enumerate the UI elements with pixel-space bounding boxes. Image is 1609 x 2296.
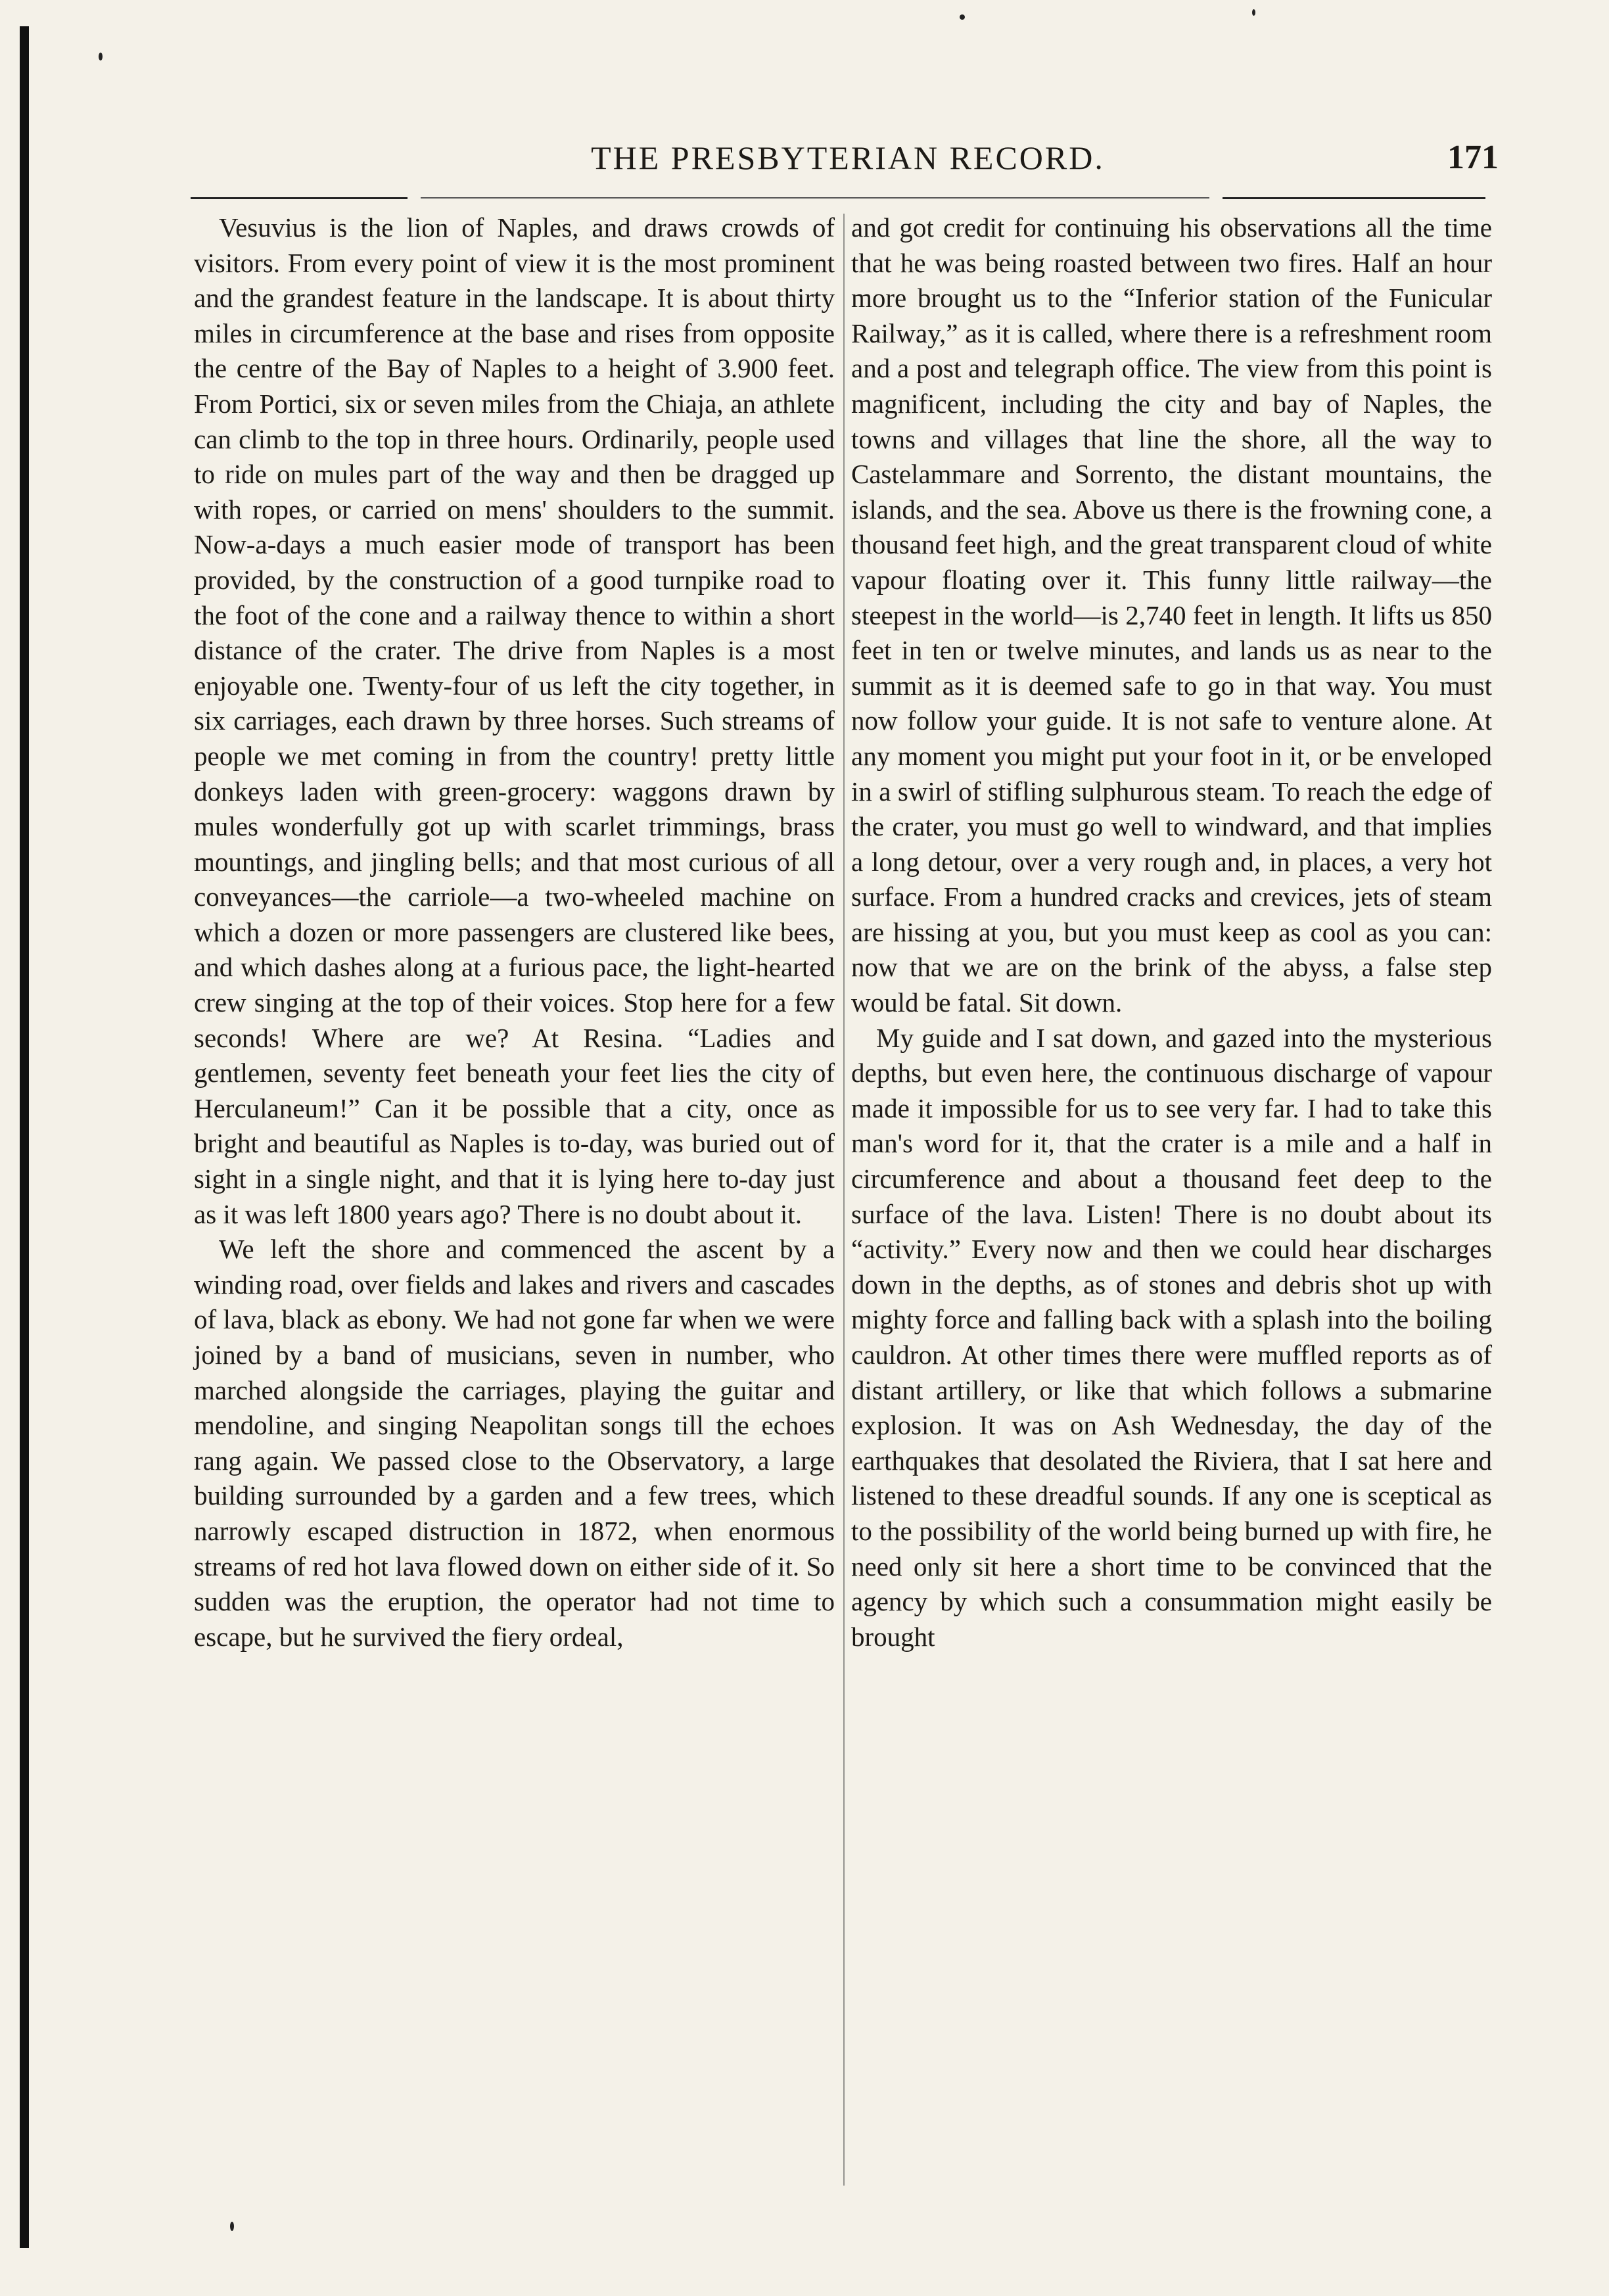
header-rule (191, 197, 408, 199)
header-rule (1223, 197, 1485, 199)
paragraph: Vesuvius is the lion of Naples, and draws crowds of visitors. From every point of view it is the most prominent and the grandest feature in the landscape. It is about thirty miles in circumference at the base and rises from opposite the centre of the Bay of Naples to a height of 3.900 feet. From Portici, six or seven miles from the Chiaja, an athlete can climb to the top in three hours. Ordinarily, people used to ride on mules part of the way and then be dragged up with ropes, or carried on mens' shoulders to the summit. Now-a-days a much easier mode of transport has been provided, by the construction of a good turnpike road to the foot of the cone and a railway thence to within a short distance of the crater. The drive from Naples is a most enjoyable one. Twenty-four of us left the city together, in six carriages, each drawn by three horses. Such streams of people we met coming in from the country! pretty little donkeys laden with green-grocery: waggons drawn by mules wonderfully got up with scarlet trimmings, brass mountings, and jingling bells; and that most curious of all conveyances—the carriole—a two-wheeled machine on which a dozen or more passengers are clustered like bees, and which dashes along at a furious pace, the light-hearted crew singing at the top of their voices. Stop here for a few seconds! Where are we? At Resina. “Ladies and gentlemen, seventy feet beneath your feet lies the city of Herculaneum!” Can it be possible that a city, once as bright and beautiful as Naples is to-day, was buried out of sight in a single night, and that it is lying here to-day just as it was left 1800 years ago? There is no doubt about it. (194, 212, 835, 1229)
left-column (194, 210, 835, 1654)
ink-speck (960, 14, 965, 20)
ink-speck (99, 53, 103, 60)
ink-speck (1252, 9, 1255, 16)
page-header (197, 135, 1499, 181)
ink-speck (230, 2222, 234, 2231)
right-column (851, 210, 1492, 1654)
binding-edge (20, 26, 29, 2248)
journal-title: THE PRESBYTERIAN RECORD. (591, 139, 1105, 176)
page-number: 171 (1447, 139, 1499, 176)
paragraph: and got credit for continuing his observations all the time that he was being roasted between two fires. Half an hour more brought us to the “Inferior station of the Funicular Railway,” as it is called, where there is a refreshment room and a post and telegraph office. The view from this point is magnificent, including the city and bay of Naples, the towns and villages that line the shore, all the way to Castelammare and Sorrento, the distant mountains, the islands, and the sea. Above us there is the frowning cone, a thousand feet high, and the great transparent cloud of white vapour floating over it. This funny little railway—the steepest in the world—is 2,740 feet in length. It lifts us 850 feet in ten or twelve minutes, and lands us as near to the summit as it is deemed safe to go in that way. You must now follow your guide. It is not safe to venture alone. At any moment you might put your foot in it, or be enveloped in a swirl of stifling sulphurous steam. To reach the edge of the crater, you must go well to windward, and that implies a long detour, over a very rough and, in places, a very hot surface. From a hundred cracks and crevices, jets of steam are hissing at you, but you must keep as cool as you can: now that we are on the brink of the abyss, a false step would be fatal. Sit down. (851, 212, 1492, 1018)
column-divider (843, 214, 845, 2186)
paragraph: My guide and I sat down, and gazed into the mysterious depths, but even here, the continuous discharge of vapour made it impossible for us to see very far. I had to take this man's word for it, that the crater is a mile and a half in circumference and about a thousand feet deep to the surface of the lava. Listen! There is no doubt about its “activity.” Every now and then we could hear discharges down in the depths, as of stones and debris shot up with mighty force and falling back with a splash into the boiling cauldron. At other times there were muffled reports as of distant artillery, or like that which follows a submarine explosion. It was on Ash Wednesday, the day of the earthquakes that desolated the Riviera, that I sat here and listened to these dreadful sounds. If any one is sceptical as to the possibility of the world being burned up with fire, he need only sit here a short time to be convinced that the agency by which such a consummation might easily be brought (851, 1022, 1492, 1652)
paragraph: We left the shore and commenced the ascent by a winding road, over fields and lakes and rivers and cascades of lava, black as ebony. We had not gone far when we were joined by a band of musicians, seven in number, who marched alongside the carriages, playing the guitar and mendoline, and singing Neapolitan songs till the echoes rang again. We passed close to the Observatory, a large building surrounded by a garden and a few trees, which narrowly escaped distruction in 1872, when enormous streams of red hot lava flowed down on either side of it. So sudden was the eruption, the operator had not time to escape, but he survived the fiery ordeal, (194, 1234, 835, 1652)
header-rule (421, 197, 1209, 199)
